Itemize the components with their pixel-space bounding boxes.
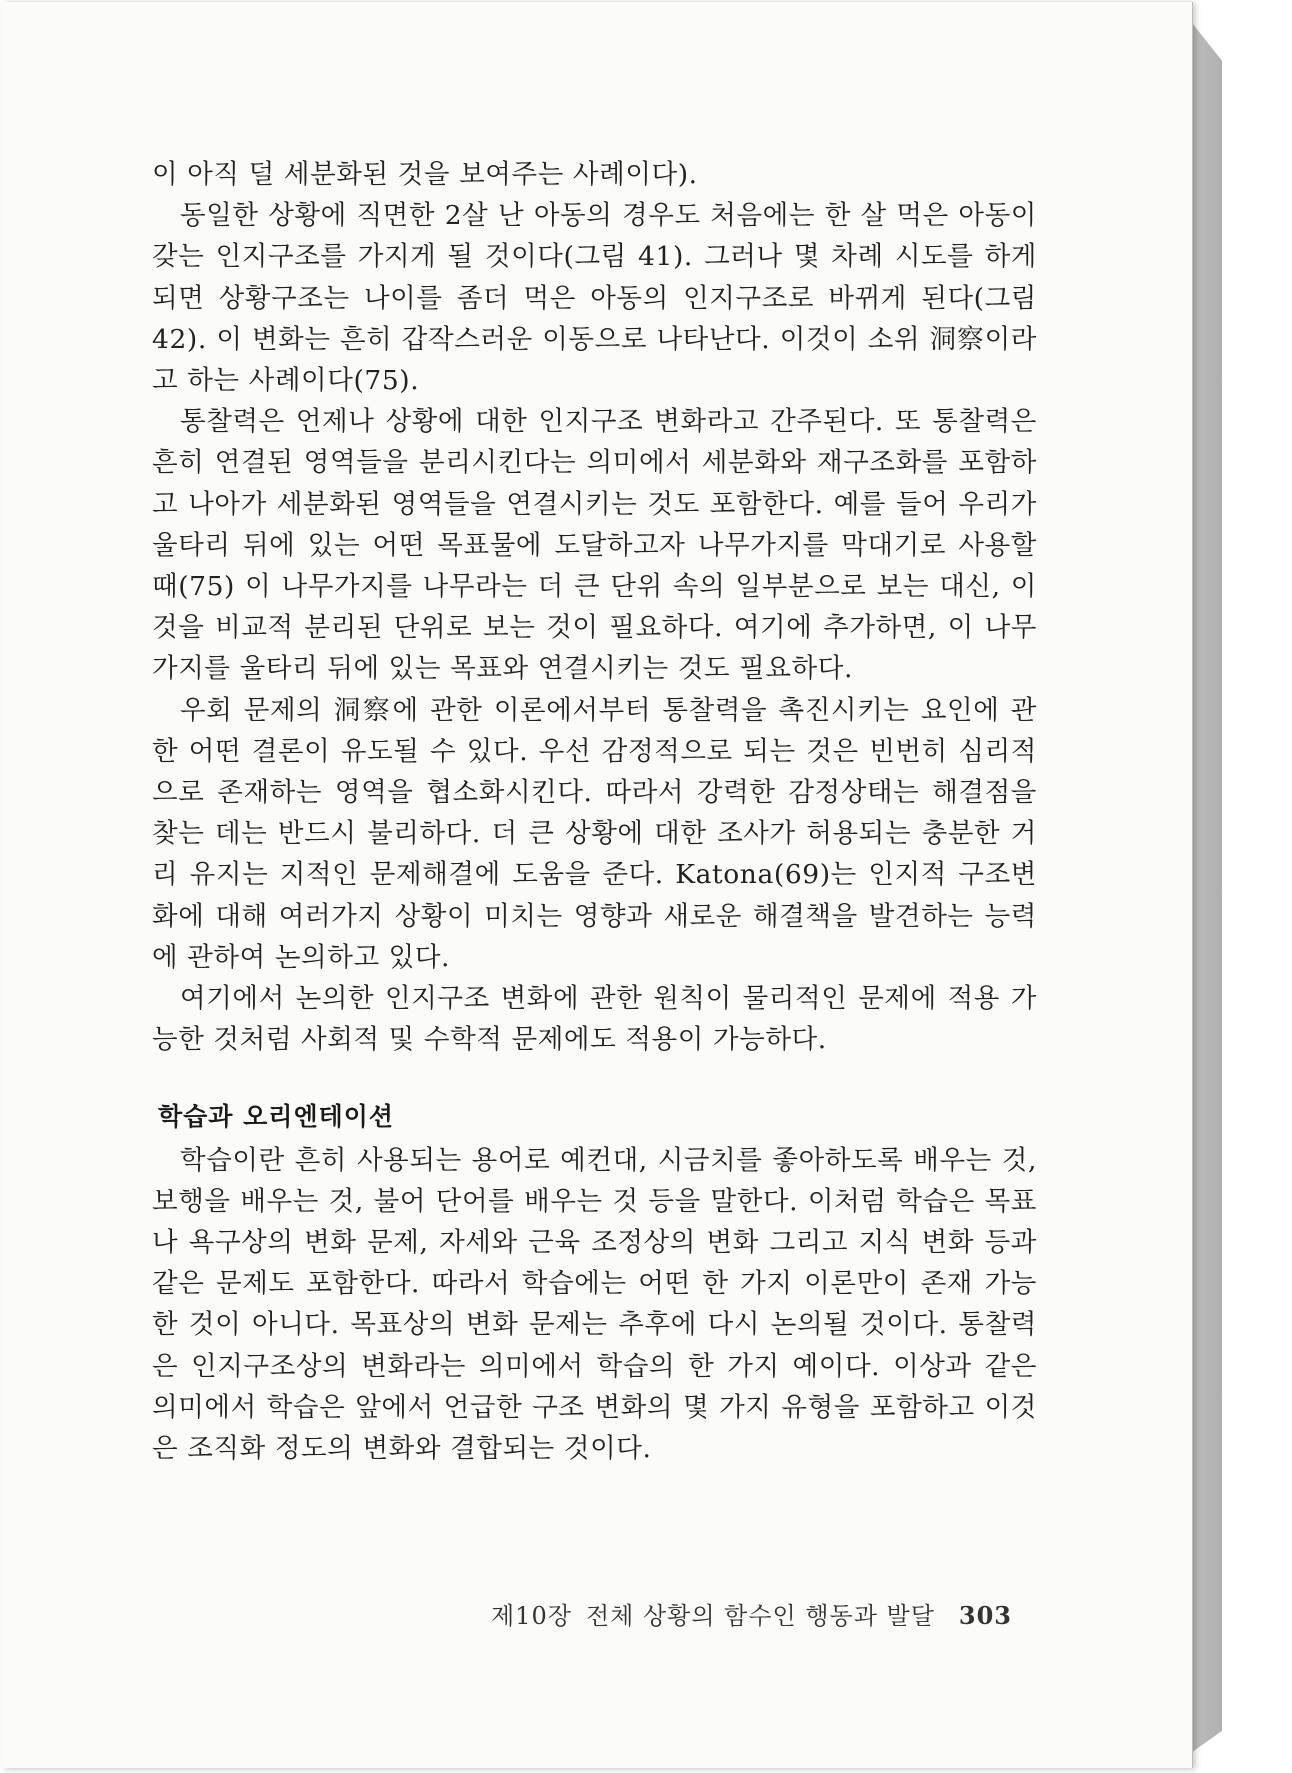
- paragraph-continuation: 이 아직 덜 세분화된 것을 보여주는 사례이다).: [152, 159, 698, 190]
- paragraph-insight-example: 동일한 상황에 직면한 2살 난 아동의 경우도 처음에는 한 살 먹은 아동이 갖는 인지구조를 가지게 될 것이다(그림 41). 그러나 몇 차례 시도를 하게 되면 상황구조는 나이를 좀더 먹은 아동의 인지구조로 바뀌게 된다(그림 42). 이 변화는 흔히 갑작스러운 이동으로 나타난다. 이것이 소위 洞察이라고 하는 사례이다(75).: [152, 200, 1037, 397]
- paragraph-principle-application: 여기에서 논의한 인지구조 변화에 관한 원칙이 물리적인 문제에 적용 가능한 것처럼 사회적 및 수학적 문제에도 적용이 가능하다.: [152, 983, 1037, 1056]
- footer-chapter: 제10장: [491, 1602, 572, 1630]
- paragraph-detour-problem: 우회 문제의 洞察에 관한 이론에서부터 통찰력을 촉진시키는 요인에 관한 어떤 결론이 유도될 수 있다. 우선 감정적으로 되는 것은 빈번히 심리적으로 존재하는 영역을 협소화시킨다. 따라서 강력한 감정상태는 해결점을 찾는 데는 반드시 불리하다. 더 큰 상황에 대한 조사가 허용되는 충분한 거리 유지는 지적인 문제해결에 도움을 준다. Katona(69)는 인지적 구조변화에 대해 여러가지 상황이 미치는 영향과 새로운 해결책을 발견하는 능력에 관하여 논의하고 있다.: [152, 694, 1037, 973]
- running-footer: [472, 1596, 1012, 1631]
- page-number: 303: [958, 1601, 1012, 1630]
- body-text: [152, 154, 1037, 1469]
- book-page: [2, 2, 1192, 1768]
- section-heading: 학습과 오리엔테이션: [158, 1102, 395, 1132]
- footer-title: 전체 상황의 함수인 행동과 발달: [585, 1602, 935, 1630]
- paragraph-insight-definition: 통찰력은 언제나 상황에 대한 인지구조 변화라고 간주된다. 또 통찰력은 흔히 연결된 영역들을 분리시킨다는 의미에서 세분화와 재구조화를 포함하고 나아가 세분화된 영역들을 연결시키는 것도 포함한다. 예를 들어 우리가 울타리 뒤에 있는 어떤 목표물에 도달하고자 나무가지를 막대기로 사용할 때(75) 이 나무가지를 나무라는 더 큰 단위 속의 일부분으로 보는 대신, 이것을 비교적 분리된 단위로 보는 것이 필요하다. 여기에 추가하면, 이 나무가지를 울타리 뒤에 있는 목표와 연결시키는 것도 필요하다.: [152, 406, 1037, 685]
- paragraph-learning: 학습이란 흔히 사용되는 용어로 예컨대, 시금치를 좋아하도록 배우는 것, 보행을 배우는 것, 불어 단어를 배우는 것 등을 말한다. 이처럼 학습은 목표나 욕구상의 변화 문제, 자세와 근육 조정상의 변화 그리고 지식 변화 등과 같은 문제도 포함한다. 따라서 학습에는 어떤 한 가지 이론만이 존재 가능한 것이 아니다. 목표상의 변화 문제는 추후에 다시 논의될 것이다. 통찰력은 인지구조상의 변화라는 의미에서 학습의 한 가지 예이다. 이상과 같은 의미에서 학습은 앞에서 언급한 구조 변화의 몇 가지 유형을 포함하고 이것은 조직화 정도의 변화와 결합되는 것이다.: [152, 1144, 1037, 1465]
